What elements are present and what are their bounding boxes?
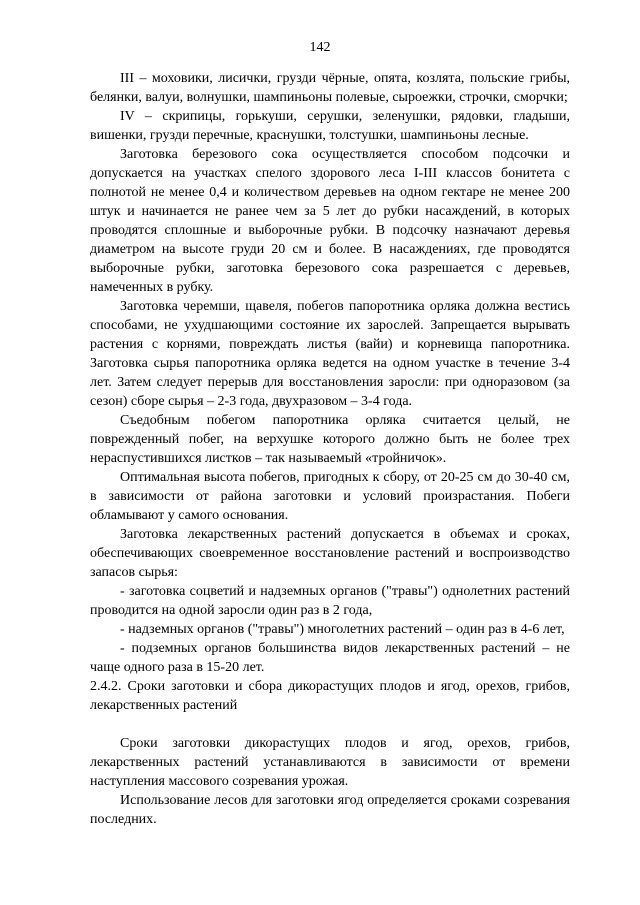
paragraph-mushroom-category-3: III – моховики, лисички, грузди чёрные, опята, козлята, польские грибы, белянки, валуи, волнушки, шампиньоны полевые, сыроежки, строчки, сморчки;: [90, 71, 570, 105]
document-body: [90, 69, 570, 829]
paragraph-harvest-timing: Сроки заготовки дикорастущих плодов и ягод, орехов, грибов, лекарственных растений устанавливаются в зависимости от времени наступления массового созревания урожая.: [90, 736, 570, 789]
paragraph-birch-sap: Заготовка березового сока осуществляется способом подсочки и допускается на участках спелого здорового леса I-III классов бонитета с полнотой не менее 0,4 и количеством деревьев на одном гектаре не менее 200 штук и начинается не ранее чем за 5 лет до рубки насаждений, в которых проводятся сплошные и выборочные рубки. В подсочку назначают деревья диаметром на высоте груди 20 см и более. В насаждениях, где проводятся выборочные рубки, заготовка березового сока разрешается с деревьев, намеченных в рубку.: [90, 147, 570, 295]
page-number: 142: [309, 40, 331, 55]
paragraph-mushroom-category-4: IV – скрипицы, горькуши, серушки, зеленушки, рядовки, гладыши, вишенки, грузди перечные, краснушки, толстушки, шампиньоны лесные.: [90, 109, 570, 143]
paragraph-berry-timing: Использование лесов для заготовки ягод определяется сроками созревания последних.: [90, 793, 570, 827]
list-item-perennial-plants: - надземных органов ("травы") многолетних растений – один раз в 4-6 лет,: [120, 622, 565, 637]
list-item-underground-organs: - подземных органов большинства видов лекарственных растений – не чаще одного раза в 15-20 лет.: [90, 641, 570, 675]
paragraph-ramson-fern-harvest: Заготовка черемши, щавеля, побегов папоротника орляка должна вестись способами, не ухудшающими состояние их зарослей. Запрещается вырывать растения с корнями, повреждать листья (вайи) и корневища папоротника. Заготовка сырья папоротника орляка ведется на одном участке в течение 3-4 лет. Затем следует перерыв для восстановления заросли: при одноразовом (за сезон) сборе сырья – 2-3 года, двухразовом – 3-4 года.: [90, 299, 570, 409]
section-heading: 2.4.2. Сроки заготовки и сбора дикорастущих плодов и ягод, орехов, грибов, лекарственных растений: [90, 679, 570, 713]
paragraph-shoot-height: Оптимальная высота побегов, пригодных к сбору, от 20-25 см до 30-40 см, в зависимости от района заготовки и условий произрастания. Побеги обламывают у самого основания.: [90, 470, 570, 523]
paragraph-edible-fern-shoot: Съедобным побегом папоротника орляка считается целый, не поврежденный побег, на верхушке которого должно быть не более трех нераспустившихся листков – так называемый «тройничок».: [90, 413, 570, 466]
paragraph-medicinal-plants: Заготовка лекарственных растений допускается в объемах и сроках, обеспечивающих своевременное восстановление растений и воспроизводство запасов сырья:: [90, 527, 570, 580]
list-item-annual-plants: - заготовка соцветий и надземных органов ("травы") однолетних растений проводится на одной заросли один раз в 2 года,: [90, 584, 570, 618]
